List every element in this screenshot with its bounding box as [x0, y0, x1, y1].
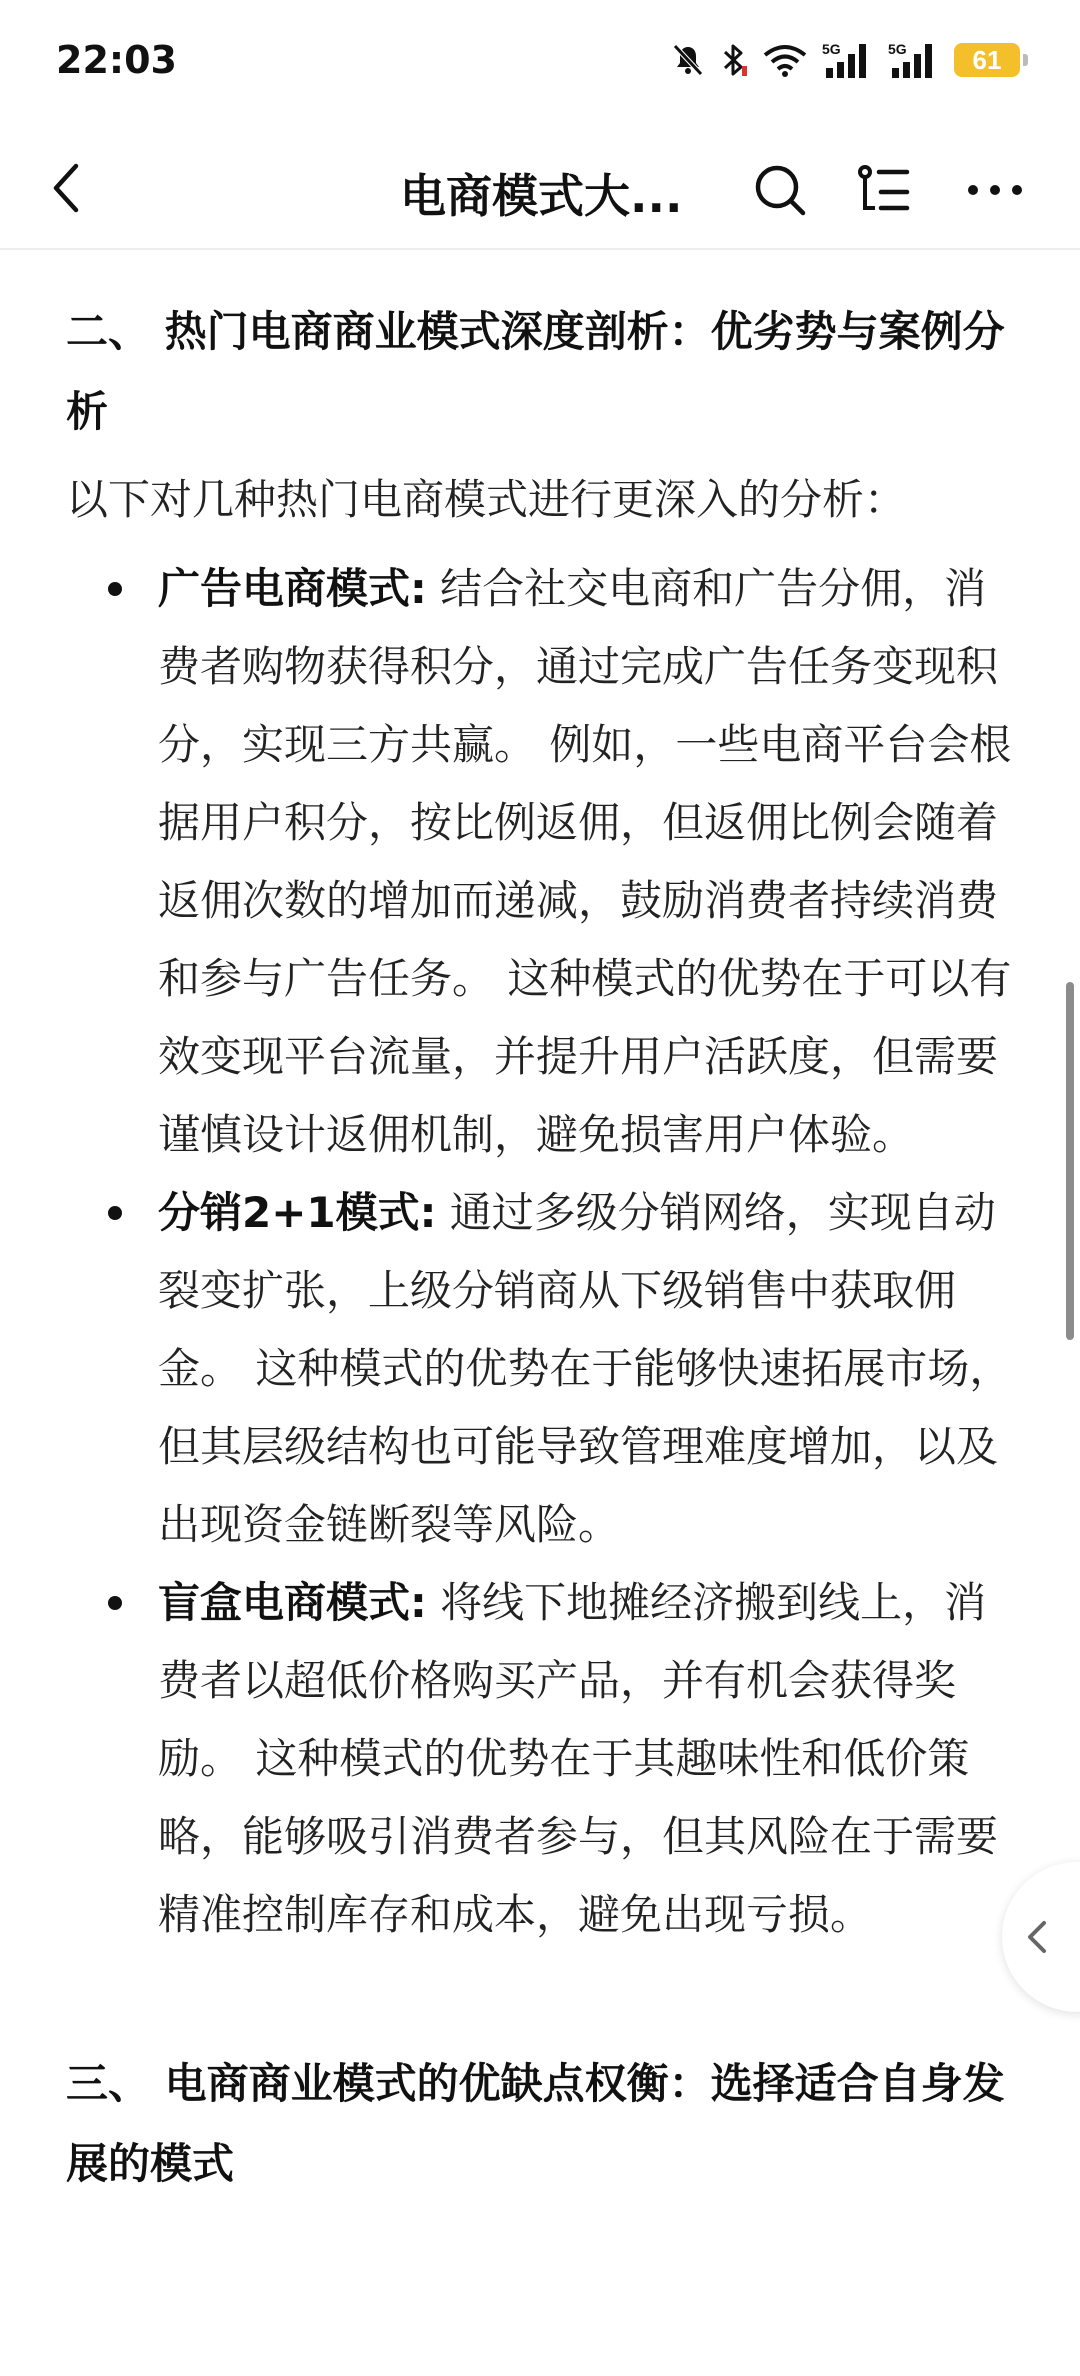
more-options-icon[interactable] [965, 160, 1025, 220]
list-item-text: 将线下地摊经济搬到线上，消费者以超低价格购买产品，并有机会获得奖励。 这种模式的优势在于其趣味性和低价策略，能够吸引消费者参与，但其风险在于需要精准控制库存和成本，避免出现亏损。 [158, 1578, 999, 1939]
status-bar [0, 0, 1080, 130]
mute-bell-icon [670, 42, 706, 78]
back-arrow-icon[interactable] [40, 158, 100, 218]
list-item-text: 结合社交电商和广告分佣，消费者购物获得积分，通过完成广告任务变现积分，实现三方共赢。 例如，一些电商平台会根据用户积分，按比例返佣，但返佣比例会随着返佣次数的增加而递减，鼓励消费者持续消费和参与广告任务。 这种模式的优势在于可以有效变现平台流量，并提升用户活跃度，但需要谨慎设计返佣机制，避免损害用户体验。 [158, 564, 1012, 1159]
signal-5g-icon [822, 40, 874, 80]
section-2-intro: 以下对几种热门电商模式进行更深入的分析： [66, 475, 907, 524]
bullet-icon [108, 582, 122, 596]
chevron-left-icon [1022, 1917, 1052, 1957]
page-title: 电商模式大... [400, 169, 683, 223]
bullet-icon [108, 1596, 122, 1610]
article-content [66, 292, 1016, 2204]
svg-text:5G: 5G [822, 41, 841, 57]
scrollbar[interactable] [1066, 982, 1074, 1340]
bullet-icon [108, 1206, 122, 1220]
list-item [66, 1174, 1016, 1564]
top-nav-bar [0, 130, 1080, 250]
table-of-contents-icon[interactable] [855, 160, 915, 220]
list-item-title: 广告电商模式: [158, 564, 427, 613]
list-item-text: 通过多级分销网络，实现自动裂变扩张，上级分销商从下级销售中获取佣金。 这种模式的优势在于能够快速拓展市场，但其层级结构也可能导致管理难度增加，以及出现资金链断裂等风险。 [158, 1188, 1012, 1549]
list-item [66, 1564, 1016, 1954]
signal-5g-icon [888, 40, 940, 80]
wifi-icon [762, 42, 808, 78]
battery-indicator: 61 [954, 43, 1020, 77]
search-icon[interactable] [750, 160, 810, 220]
section-2-heading: 二、 热门电商商业模式深度剖析：优劣势与案例分析 [66, 307, 1005, 436]
status-icons [670, 40, 1020, 80]
bluetooth-icon [720, 42, 748, 78]
model-list [66, 550, 1016, 1954]
list-item-title: 分销2+1模式: [158, 1188, 437, 1237]
list-item-title: 盲盒电商模式: [158, 1578, 427, 1627]
section-3-heading: 三、 电商商业模式的优缺点权衡：选择适合自身发展的模式 [66, 2059, 1005, 2188]
status-time: 22:03 [56, 38, 177, 82]
svg-text:5G: 5G [888, 41, 907, 57]
section-spacer [66, 1954, 1016, 2044]
list-item [66, 550, 1016, 1174]
